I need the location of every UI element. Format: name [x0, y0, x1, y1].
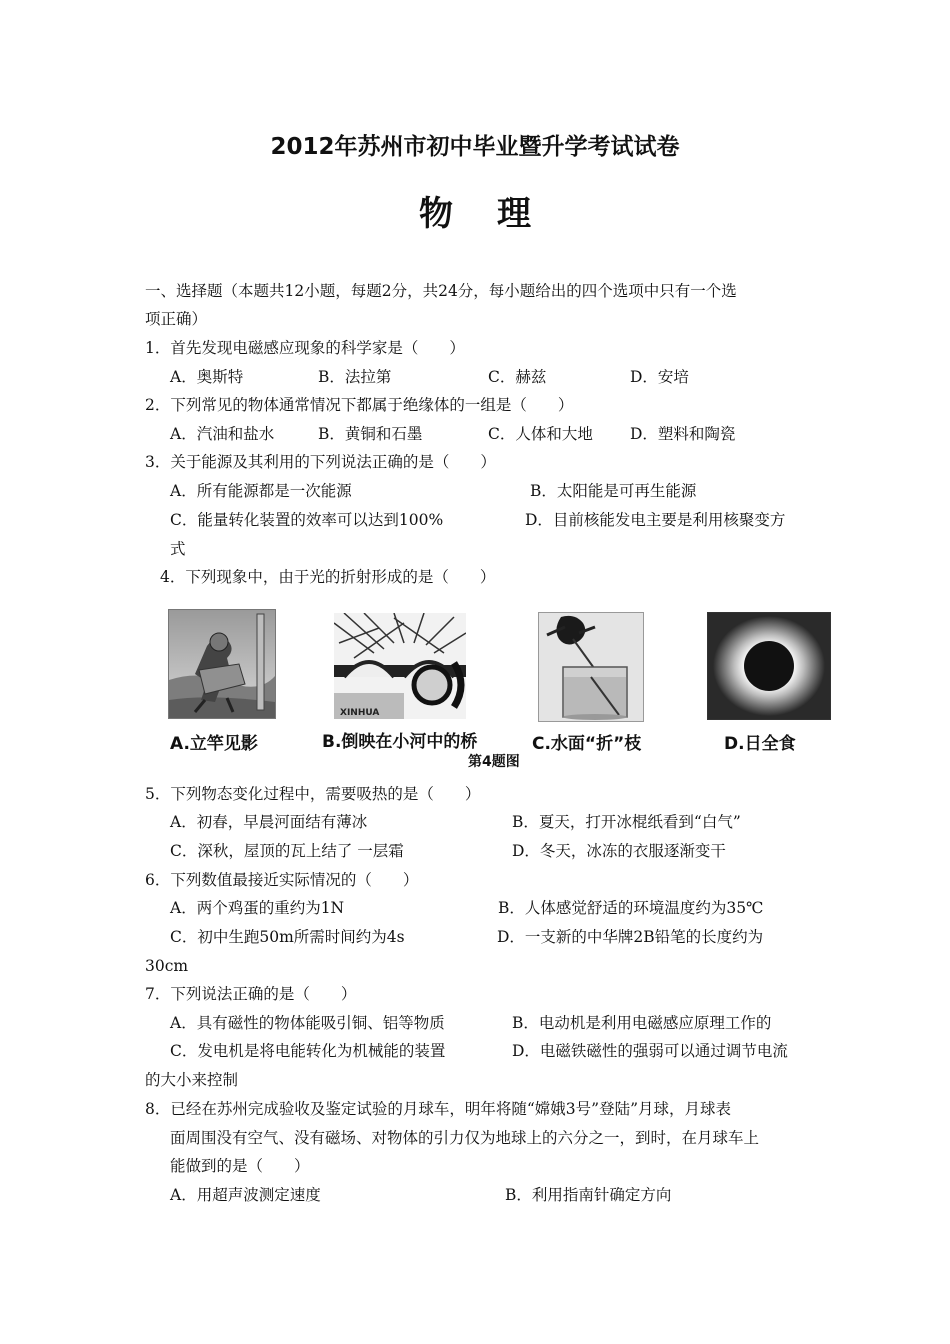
q3-option-b: B．太阳能是可再生能源	[530, 482, 697, 500]
q7-stem: 7．下列说法正确的是（ ）	[145, 985, 357, 1003]
q6-stem: 6．下列数值最接近实际情况的（ ）	[145, 871, 419, 889]
section-heading-line1: 一、选择题（本题共12小题，每题2分，共24分，每小题给出的四个选项中只有一个选	[145, 282, 737, 300]
q2-option-d: D．塑料和陶瓷	[630, 425, 736, 443]
q1-option-c: C．赫兹	[488, 368, 547, 386]
q4-caption-d: D.日全食	[724, 734, 796, 754]
q5-option-d: D．冬天，冰冻的衣服逐渐变干	[512, 842, 726, 860]
q3-option-d: D．目前核能发电主要是利用核聚变方	[525, 511, 786, 529]
bent-branch-in-water-illustration	[539, 613, 643, 721]
q8-option-b: B．利用指南针确定方向	[505, 1186, 672, 1204]
q5-option-b: B．夏天，打开冰棍纸看到“白气”	[512, 813, 741, 831]
q7-option-a: A．具有磁性的物体能吸引铜、铝等物质	[170, 1014, 445, 1032]
section-heading-line2: 项正确）	[145, 310, 208, 328]
solar-eclipse-illustration	[708, 613, 830, 719]
q4-figure-b	[333, 612, 467, 720]
q6-option-c: C．初中生跑50m所需时间约为4s	[170, 928, 405, 946]
q1-option-a: A．奥斯特	[170, 368, 244, 386]
q4-figure-d	[707, 612, 831, 720]
pole-shadow-illustration	[169, 610, 275, 718]
q1-stem: 1．首先发现电磁感应现象的科学家是（ ）	[145, 339, 465, 357]
q7-option-b: B．电动机是利用电磁感应原理工作的	[512, 1014, 772, 1032]
q8-stem-line2: 面周围没有空气、没有磁场、对物体的引力仅为地球上的六分之一，到时，在月球车上	[170, 1129, 760, 1147]
q8-option-a: A．用超声波测定速度	[170, 1186, 321, 1204]
exam-title: 2012年苏州市初中毕业暨升学考试试卷	[270, 134, 680, 160]
q1-option-d: D．安培	[630, 368, 689, 386]
q2-option-b: B．黄铜和石墨	[318, 425, 423, 443]
q6-option-d-continued: 30cm	[145, 957, 189, 975]
q6-option-d: D．一支新的中华牌2B铅笔的长度约为	[497, 928, 764, 946]
q5-stem: 5．下列物态变化过程中，需要吸热的是（ ）	[145, 785, 481, 803]
q3-option-a: A．所有能源都是一次能源	[170, 482, 352, 500]
q3-option-c: C．能量转化装置的效率可以达到100%	[170, 511, 444, 529]
subject-char-2: 理	[497, 194, 531, 234]
q7-option-d-continued: 的大小来控制	[145, 1071, 239, 1089]
q8-stem-line1: 8．已经在苏州完成验收及鉴定试验的月球车，明年将随“嫦娥3号”登陆”月球，月球表	[145, 1100, 731, 1118]
q5-option-c: C．深秋，屋顶的瓦上结了 一层霜	[170, 842, 404, 860]
subject-heading	[0, 186, 950, 235]
q4-figure-c	[538, 612, 644, 722]
q3-stem: 3．关于能源及其利用的下列说法正确的是（ ）	[145, 453, 496, 471]
q8-stem-line3: 能做到的是（ ）	[170, 1157, 310, 1175]
q4-caption-c: C.水面“折”枝	[532, 734, 642, 754]
q4-figure-title: 第4题图	[468, 754, 520, 770]
q7-option-c: C．发电机是将电能转化为机械能的装置	[170, 1042, 446, 1060]
q3-option-d-continued: 式	[170, 540, 186, 558]
subject-char-1: 物	[419, 194, 453, 234]
q4-stem: 4．下列现象中，由于光的折射形成的是（ ）	[160, 568, 496, 586]
q6-option-b: B．人体感觉舒适的环境温度约为35℃	[498, 899, 764, 917]
q4-figure-a	[168, 609, 276, 719]
bridge-reflection-illustration	[334, 613, 466, 719]
q2-stem: 2．下列常见的物体通常情况下都属于绝缘体的一组是（ ）	[145, 396, 574, 414]
q1-option-b: B．法拉第	[318, 368, 392, 386]
q2-option-a: A．汽油和盐水	[170, 425, 275, 443]
q6-option-a: A．两个鸡蛋的重约为1N	[170, 899, 345, 917]
q7-option-d: D．电磁铁磁性的强弱可以通过调节电流	[512, 1042, 788, 1060]
watermark-text: XINHUA	[340, 708, 380, 718]
q5-option-a: A．初春，早晨河面结有薄冰	[170, 813, 368, 831]
q2-option-c: C．人体和大地	[488, 425, 593, 443]
q4-caption-b: B.倒映在小河中的桥	[322, 732, 478, 752]
q4-caption-a: A.立竿见影	[170, 734, 258, 754]
